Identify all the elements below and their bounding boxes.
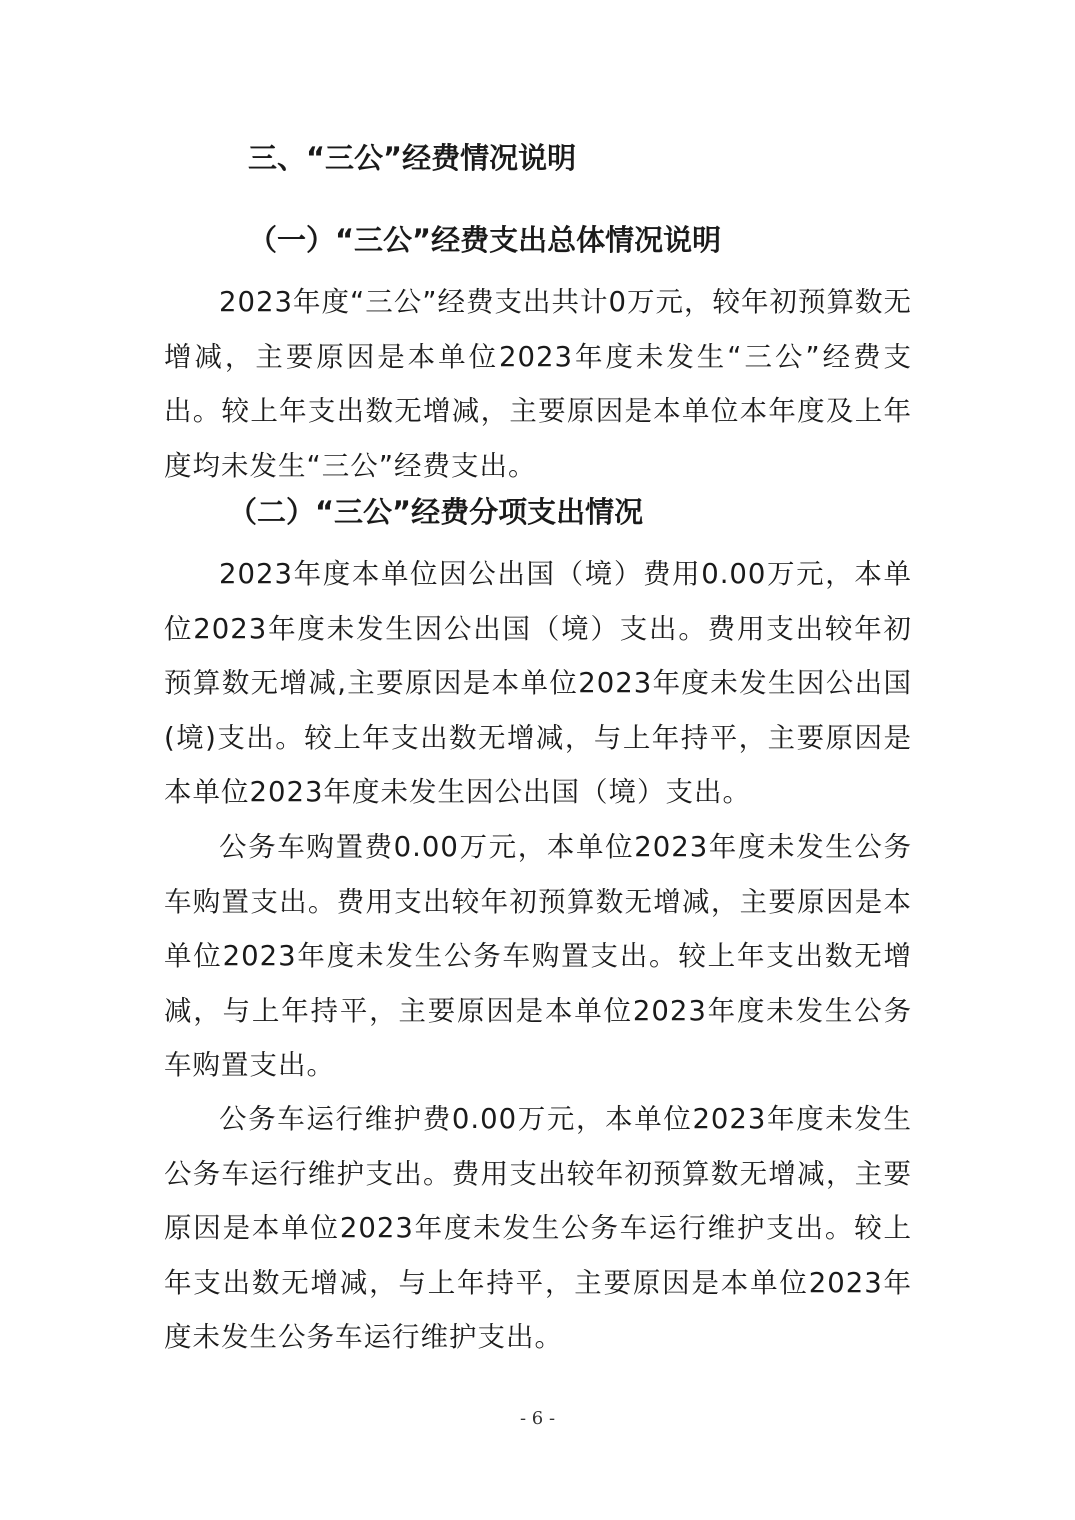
- paragraph-overall: 2023年度“三公”经费支出共计0万元，较年初预算数无增减，主要原因是本单位2023年度未发生“三公”经费支出。较上年支出数无增减，主要原因是本单位本年度及上年度均未发生“三公”经费支出。: [164, 286, 912, 482]
- page-number: - 6 -: [519, 1408, 556, 1429]
- subsection-title-overall: （一）“三公”经费支出总体情况说明: [248, 223, 722, 257]
- paragraph-overseas-travel: 2023年度本单位因公出国（境）费用0.00万元，本单位2023年度未发生因公出国（境）支出。费用支出较年初预算数无增减,主要原因是本单位2023年度未发生因公出国(境)支出。较上年支出数无增减，与上年持平，主要原因是本单位2023年度未发生因公出国（境）支出。: [164, 558, 912, 808]
- section-title: 三、“三公”经费情况说明: [248, 141, 577, 175]
- paragraph-vehicle-maintenance: 公务车运行维护费0.00万元，本单位2023年度未发生公务车运行维护支出。费用支出较年初预算数无增减，主要原因是本单位2023年度未发生公务车运行维护支出。较上年支出数无增减，与上年持平，主要原因是本单位2023年度未发生公务车运行维护支出。: [164, 1103, 912, 1353]
- subsection-title-itemized: （二）“三公”经费分项支出情况: [228, 495, 644, 529]
- paragraph-vehicle-purchase: 公务车购置费0.00万元，本单位2023年度未发生公务车购置支出。费用支出较年初预算数无增减，主要原因是本单位2023年度未发生公务车购置支出。较上年支出数无增减，与上年持平，主要原因是本单位2023年度未发生公务车购置支出。: [164, 831, 912, 1081]
